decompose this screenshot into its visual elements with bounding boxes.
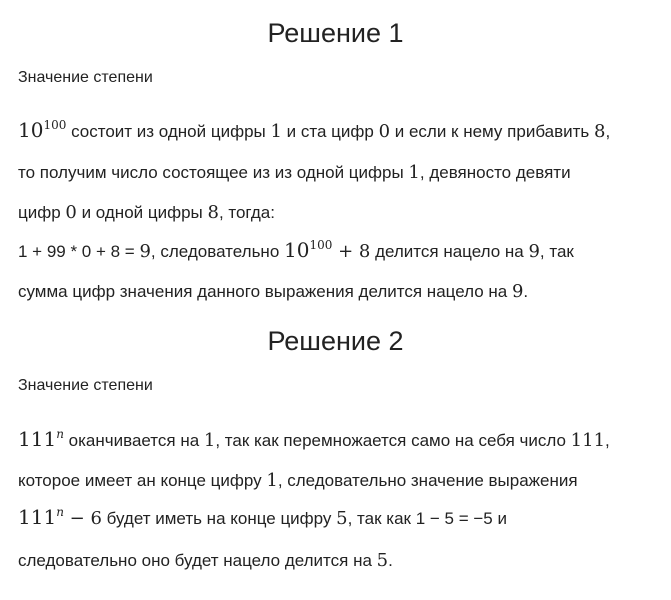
text-fragment: , так как: [347, 509, 416, 528]
text-fragment: оканчивается на: [63, 431, 204, 450]
text-fragment: .: [523, 282, 529, 301]
text-fragment: и: [492, 509, 507, 528]
text-fragment: , так: [539, 242, 574, 261]
math-digit: 1: [270, 121, 282, 142]
text-fragment: состоит из одной цифры: [66, 122, 271, 141]
math-digit: 1: [266, 470, 278, 491]
solution-1-line-2: [18, 162, 571, 183]
solution-1-line-1: [18, 118, 610, 142]
math-digit: 1: [408, 162, 420, 183]
math-digit: 1: [203, 430, 216, 451]
math-expression: 1 + 99 * 0 + 8 =: [18, 242, 140, 261]
math-digit: 9: [511, 281, 524, 302]
text-fragment: следовательно оно будет нацело делится на: [18, 551, 377, 570]
math-number: 111: [570, 430, 606, 451]
math-digit: 0: [65, 202, 77, 223]
text-fragment: , тогда:: [218, 203, 275, 222]
math-power-exponent: n: [56, 427, 64, 441]
solution-2-line-1: [18, 427, 610, 451]
solution-1-subtitle: Значение степени: [18, 69, 153, 86]
math-power-exponent: n: [56, 505, 64, 519]
solution-1-line-3: [18, 202, 275, 223]
math-digit: 9: [139, 241, 151, 262]
solution-1-title: Решение 1: [267, 18, 404, 48]
solution-2-line-2: [18, 470, 578, 491]
text-fragment: и ста цифр: [281, 122, 379, 141]
math-digit: 5: [376, 550, 389, 571]
math-power-exponent: 100: [43, 118, 67, 132]
solution-1-line-5: [18, 281, 528, 302]
text-fragment: , следовательно значение выражения: [277, 471, 578, 490]
text-fragment: , следовательно: [150, 242, 284, 261]
solution-2-line-4: [18, 550, 393, 571]
text-fragment: делится нацело на: [370, 242, 529, 261]
text-fragment: сумма цифр значения данного выражения делится нацело на: [18, 282, 512, 301]
math-digit: 5: [336, 508, 348, 529]
solution-1-line-4: [18, 238, 574, 262]
math-power-base: 10: [18, 118, 44, 142]
text-fragment: , так как перемножается само на себя число: [215, 431, 571, 450]
math-power-base: 10: [284, 238, 310, 262]
math-digit: 8: [207, 202, 219, 223]
text-fragment: и если к нему прибавить: [390, 122, 595, 141]
text-fragment: .: [388, 551, 393, 570]
solution-2-subtitle: Значение степени: [18, 377, 153, 394]
math-expression: + 8: [332, 241, 371, 262]
math-expression: 1 − 5 = −5: [415, 509, 493, 528]
text-fragment: цифр: [18, 203, 66, 222]
solution-2-title: Решение 2: [267, 326, 404, 356]
math-power-base: 111: [18, 505, 57, 529]
math-power-exponent: 100: [309, 238, 333, 252]
solution-2-line-3: [18, 505, 507, 529]
math-digit: 0: [378, 121, 391, 142]
math-power-base: 111: [18, 427, 57, 451]
text-fragment: и одной цифры: [76, 203, 208, 222]
text-fragment: которое имеет ан конце цифру: [18, 471, 267, 490]
text-fragment: ,: [605, 122, 611, 141]
text-fragment: то получим число состоящее из из одной цифры: [18, 163, 409, 182]
math-digit: 8: [594, 121, 606, 142]
math-expression: − 6: [63, 508, 102, 529]
text-fragment: будет иметь на конце цифру: [101, 509, 337, 528]
math-digit: 9: [528, 241, 540, 262]
text-fragment: , девяносто девяти: [419, 163, 571, 182]
text-fragment: ,: [605, 431, 610, 450]
